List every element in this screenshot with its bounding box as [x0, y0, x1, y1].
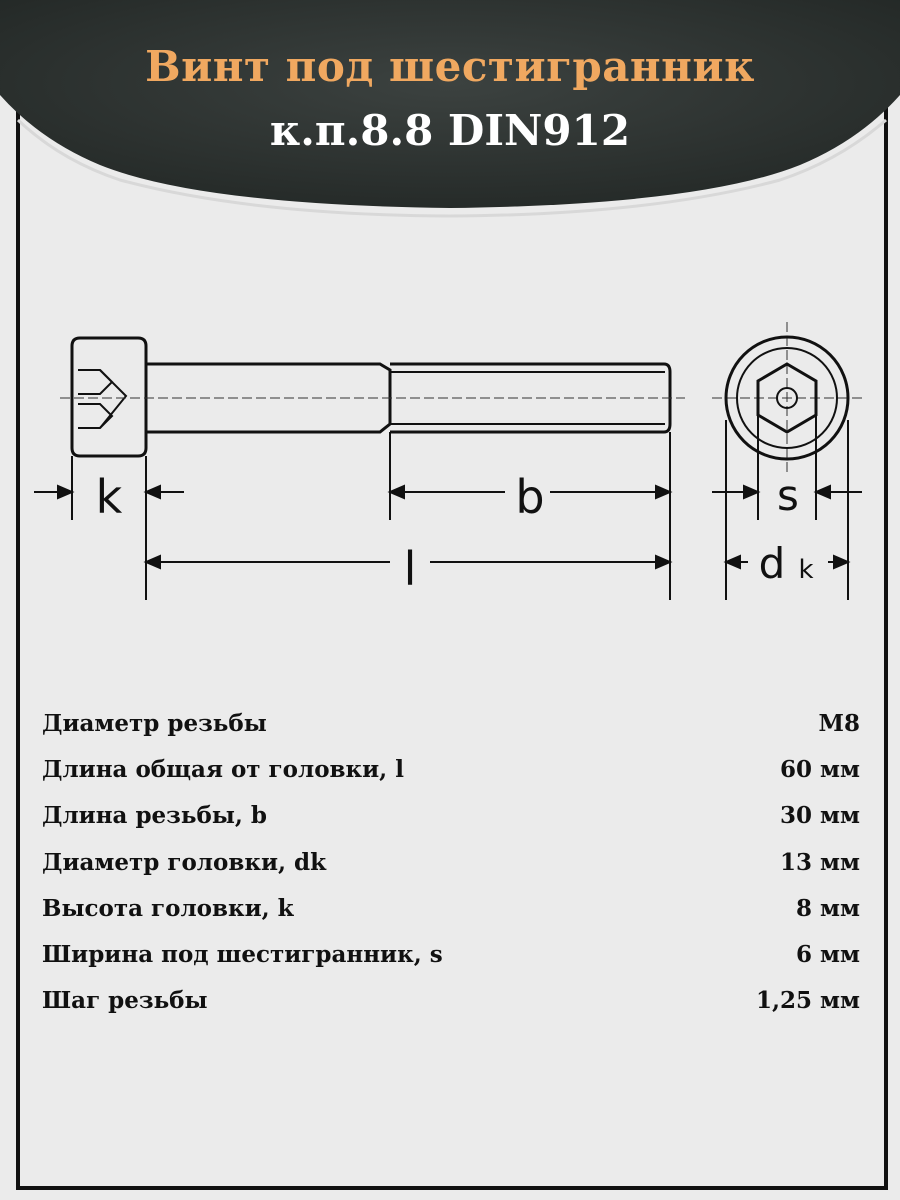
spec-label: Диаметр резьбы	[42, 709, 267, 737]
spec-label: Высота головки, k	[42, 894, 294, 922]
dim-label-dk-sub: k	[798, 555, 814, 585]
title-line-2: к.п.8.8 DIN912	[269, 106, 631, 155]
spec-value: 30 мм	[780, 802, 860, 830]
dim-label-dk: d	[758, 539, 786, 588]
spec-row	[42, 793, 860, 839]
spec-label: Длина общая от головки, l	[42, 755, 404, 783]
spec-row	[42, 839, 860, 885]
dim-label-k: k	[95, 470, 123, 524]
spec-label: Шаг резьбы	[42, 987, 208, 1015]
dim-label-s: s	[777, 471, 799, 520]
spec-label: Диаметр головки, dk	[42, 848, 327, 876]
spec-value: 1,25 мм	[756, 987, 860, 1015]
spec-value: 6 мм	[796, 941, 860, 969]
spec-value: 60 мм	[780, 755, 860, 783]
spec-label: Длина резьбы, b	[42, 802, 267, 830]
dim-label-l: l	[403, 542, 417, 596]
screw-head	[72, 338, 146, 456]
spec-row	[42, 931, 860, 977]
screw-shank	[146, 364, 390, 432]
spec-row	[42, 746, 860, 792]
spec-value: M8	[818, 709, 860, 737]
spec-row	[42, 700, 860, 746]
spec-value: 13 мм	[780, 848, 860, 876]
spec-row	[42, 885, 860, 931]
screw-technical-drawing	[0, 300, 900, 620]
spec-label: Ширина под шестигранник, s	[42, 941, 443, 969]
spec-table	[42, 700, 860, 1024]
spec-value: 8 мм	[796, 894, 860, 922]
dim-label-b: b	[515, 470, 545, 524]
title-line-1: Винт под шестигранник	[145, 42, 755, 91]
spec-row	[42, 978, 860, 1024]
header-banner	[0, 0, 900, 230]
